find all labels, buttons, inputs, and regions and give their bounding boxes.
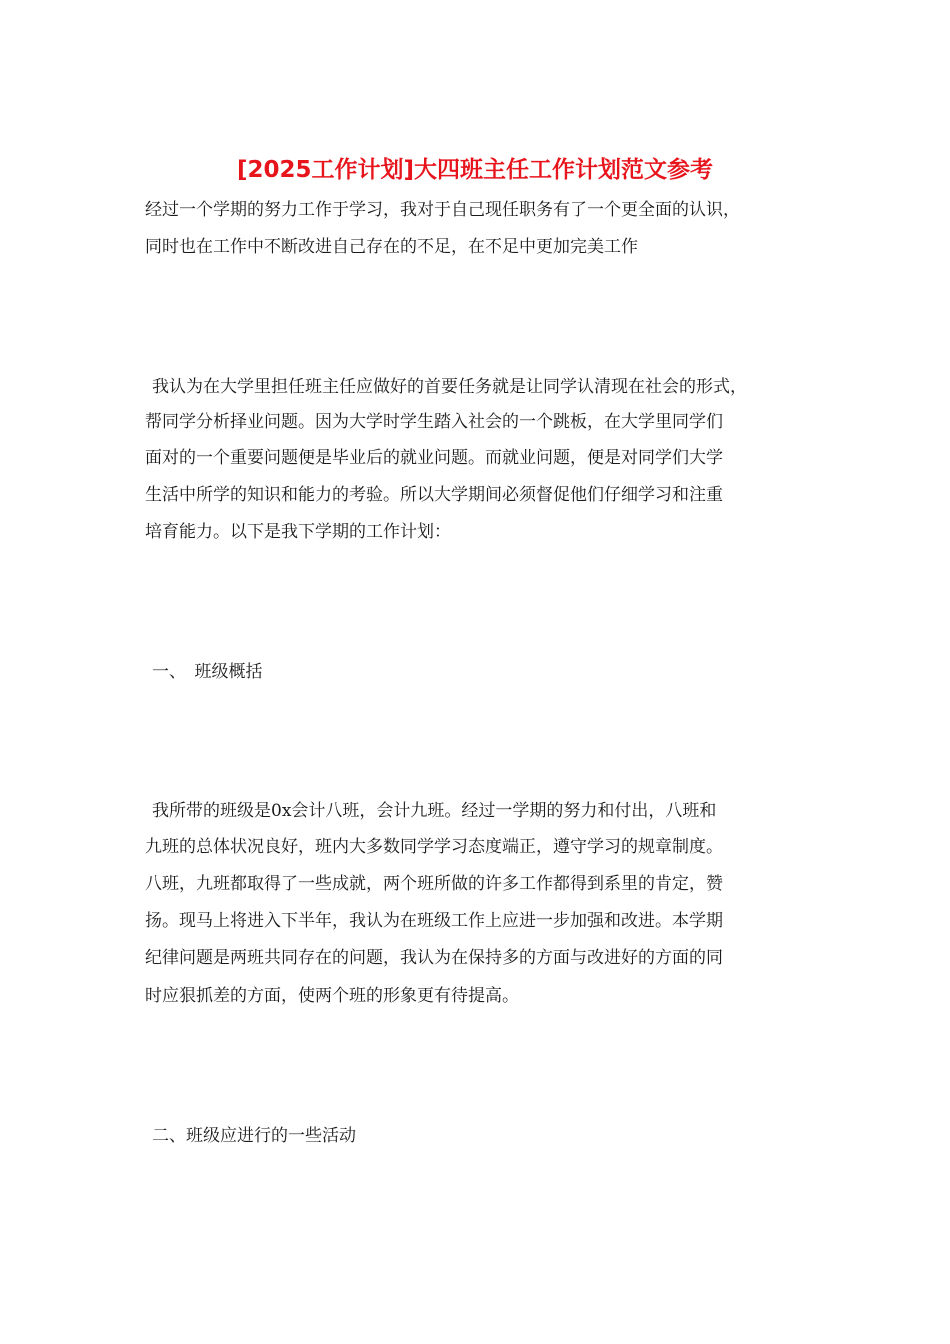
paragraph2-line-2: 九班的总体状况良好，班内大多数同学学习态度端正，遵守学习的规章制度。 <box>145 837 723 857</box>
paragraph1-line-4: 生活中所学的知识和能力的考验。所以大学期间必须督促他们仔细学习和注重 <box>145 485 723 505</box>
intro-line-1: 经过一个学期的努力工作于学习，我对于自己现任职务有了一个更全面的认识， <box>145 200 740 220</box>
paragraph2-line-3: 八班，九班都取得了一些成就，两个班所做的许多工作都得到系里的肯定，赞 <box>145 874 723 894</box>
paragraph2-line-4: 扬。现马上将进入下半年，我认为在班级工作上应进一步加强和改进。本学期 <box>145 911 723 931</box>
paragraph1-line-3: 面对的一个重要问题便是毕业后的就业问题。而就业问题，便是对同学们大学 <box>145 448 723 468</box>
paragraph2-line-5: 纪律问题是两班共同存在的问题，我认为在保持多的方面与改进好的方面的同 <box>145 948 723 968</box>
section2-heading: 二、班级应进行的一些活动 <box>152 1126 356 1146</box>
paragraph1-line-5: 培育能力。以下是我下学期的工作计划： <box>145 522 451 542</box>
paragraph1-line-2: 帮同学分析择业问题。因为大学时学生踏入社会的一个跳板，在大学里同学们 <box>145 412 723 432</box>
paragraph2-line-6: 时应狠抓差的方面，使两个班的形象更有待提高。 <box>145 986 519 1006</box>
paragraph2-line-1: 我所带的班级是0x会计八班，会计九班。经过一学期的努力和付出，八班和 <box>152 801 717 821</box>
intro-line-2: 同时也在工作中不断改进自己存在的不足，在不足中更加完美工作 <box>145 237 638 257</box>
document-title: [2025工作计划]大四班主任工作计划范文参考 <box>236 157 714 183</box>
section1-heading: 一、 班级概括 <box>152 662 263 682</box>
paragraph1-line-1: 我认为在大学里担任班主任应做好的首要任务就是让同学认清现在社会的形式， <box>152 377 747 397</box>
